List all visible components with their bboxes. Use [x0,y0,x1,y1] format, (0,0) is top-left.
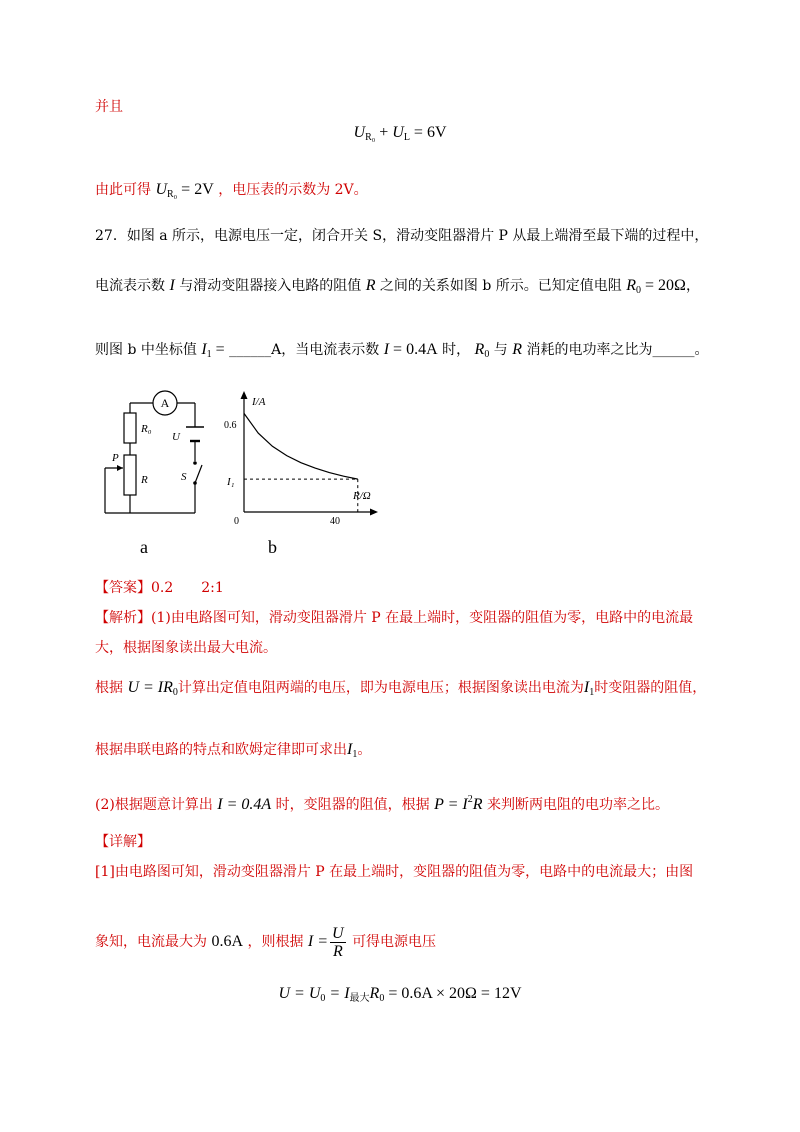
conclusion-prefix: 由此可得 [95,182,151,198]
y-axis-arrow-icon [241,391,248,399]
q-l2-i: I [169,277,175,294]
rheostat-icon [124,455,136,495]
frac-numerator: U [332,925,344,942]
analysis-line-3 [95,678,706,703]
equation-1 [0,124,800,143]
final-eq-sub1: 最大 [349,993,370,1004]
question-line-1: 27．如图 a 所示，电源电压一定，闭合开关 S，滑动变阻器滑片 P 从最上端滑至最下端的过程中， [95,228,709,244]
final-eq-d: = 0.6A × 20Ω = 12V [388,985,522,1002]
analysis-p4-b: 时，变阻器的阻值，根据 [275,797,430,813]
analysis-p3-b: 。 [357,742,372,758]
conclusion-line [95,180,368,205]
q-l2-r0sub: 0 [636,285,642,296]
analysis-p2-i1: I [583,679,590,696]
p-label: P [112,452,119,464]
q-l3-r0sub: 0 [484,349,490,360]
final-equation [0,985,800,1004]
q-l3-i1: I [201,341,207,358]
q-l3-i1sub: 1 [206,349,212,360]
series-curve [244,413,358,479]
analysis-p1a: (1)由电路图可知，滑动变阻器滑片 P 在最上端时，变阻器的阻值为零，电路中的电流最 [151,610,694,626]
conclusion-u: U [155,181,168,198]
final-eq-sub2: 0 [379,993,385,1004]
analysis-p2-eq: U = IR [127,679,173,696]
analysis-line-2: 大，根据图象读出最大电流。 [95,640,277,656]
answer-text: 0.2 2:1 [151,580,224,596]
q-l2-r0: R [626,277,637,294]
circuit-diagram [95,385,215,560]
analysis-p3-i1sub: 1 [352,749,358,760]
detail-p2-val: 0.6A [211,933,244,951]
conclusion-sub: R₀ [167,189,178,200]
intro-text [95,97,123,117]
final-eq-sub0: 0 [320,993,326,1004]
r0-label: R₀ [141,423,152,435]
s-label: S [181,471,187,483]
analysis-p4-a: (2)根据题意计算出 [95,797,213,813]
q-l3-eq: = [215,341,225,358]
analysis-p4-c: 来判断两电阻的电功率之比。 [486,797,669,813]
bingqie-text: 并且 [95,99,123,115]
analysis-p4-eq2sup: 2 [467,794,473,805]
question-line-2 [95,276,700,301]
analysis-p4-eq2a: P = I [434,796,468,813]
answer-label: 【答案】 [95,580,151,596]
question-line-3 [95,340,708,365]
detail-label: 【详解】 [95,834,151,850]
switch-icon [195,465,202,483]
detail-line-1: [1]由电路图可知，滑动变阻器滑片 P 在最上端时，变阻器的阻值为零，电路中的电流最大；由图 [95,864,694,880]
x-axis-arrow-icon [370,509,378,516]
y-axis-label: I/A [252,396,266,408]
analysis-p2-a: 根据 [95,680,123,696]
analysis-p4-eq: I = 0.4A [217,796,272,813]
q-l3-b: 时， [442,342,471,358]
q-l2-end: ， [685,278,700,294]
q-l2-a: 电流表示数 [95,278,165,294]
frac-denominator: R [332,943,343,960]
q-l3-r: R [512,341,522,358]
x-axis-label: R/Ω [353,490,371,502]
conclusion-suffix: ，电压表的示数为 2V。 [218,182,368,198]
y-tick-i1: I₁ [227,476,235,488]
figure-b-caption: b [268,537,277,557]
r0-resistor-icon [124,413,136,443]
q-l2-b: 与滑动变阻器接入电路的阻值 [179,278,362,294]
detail-p2-b: ，则根据 [247,934,304,951]
q-l3-r0: R [474,341,485,358]
analysis-p4-eq2b: R [472,796,483,813]
figure-a-caption: a [140,537,148,557]
origin-label: 0 [234,516,239,527]
q-l3-ival: = 0.4A [393,341,438,358]
final-eq-a: U = U [278,985,321,1002]
fraction-u-over-r [330,925,346,960]
detail-line-2 [95,925,436,960]
q-l3-c: 与 [493,342,508,358]
analysis-line-4 [95,740,371,765]
eq1-sub2: L [403,132,410,143]
q-l3-blank: ______A，当电流表示数 [229,342,380,358]
r-label: R [141,474,148,486]
slider-p-icon [117,465,123,471]
q-l2-r: R [365,277,376,294]
analysis-label: 【解析】 [95,610,151,626]
eq1-sub1: R₀ [365,132,376,143]
q-l3-d: 消耗的电功率之比为______。 [526,342,709,358]
answer-line [95,578,224,598]
analysis-p3-a: 根据串联电路的特点和欧姆定律即可求出 [95,742,347,758]
detail-p2-i: I = [307,933,329,951]
detail-p2-c: 可得电源电压 [352,934,437,951]
final-eq-b: = I [329,985,350,1002]
final-eq-c: R [369,985,380,1002]
q-l2-val: = 20Ω [645,277,686,294]
analysis-p2-c: 时变阻器的阻值， [594,680,707,696]
q-l3-a: 则图 b 中坐标值 [95,342,197,358]
analysis-p2-b: 计算出定值电阻两端的电压，即为电源电压；根据图象读出电流为 [177,680,584,696]
eq1-plus: + [379,124,389,141]
q-l2-c: 之间的关系如图 b 所示。已知定值电阻 [379,278,622,294]
eq1-rhs: = 6V [413,124,447,141]
u-label: U [172,431,180,443]
detail-p2-a: 象知，电流最大为 [95,934,207,951]
current-resistance-chart [220,385,390,560]
analysis-p3-i1: I [347,741,353,758]
eq1-u: U [353,124,366,141]
analysis-line-1 [95,608,693,628]
analysis-p2-eqsub: 0 [172,687,178,698]
q-l3-i: I [383,341,390,358]
ammeter-label: A [160,396,170,410]
eq1-u2: U [392,124,404,141]
x-tick-40: 40 [330,516,340,527]
conclusion-rhs: = 2V [181,181,214,198]
analysis-p2-i1sub: 1 [589,687,595,698]
y-tick-0-6: 0.6 [224,420,237,431]
analysis-line-5 [95,790,669,815]
